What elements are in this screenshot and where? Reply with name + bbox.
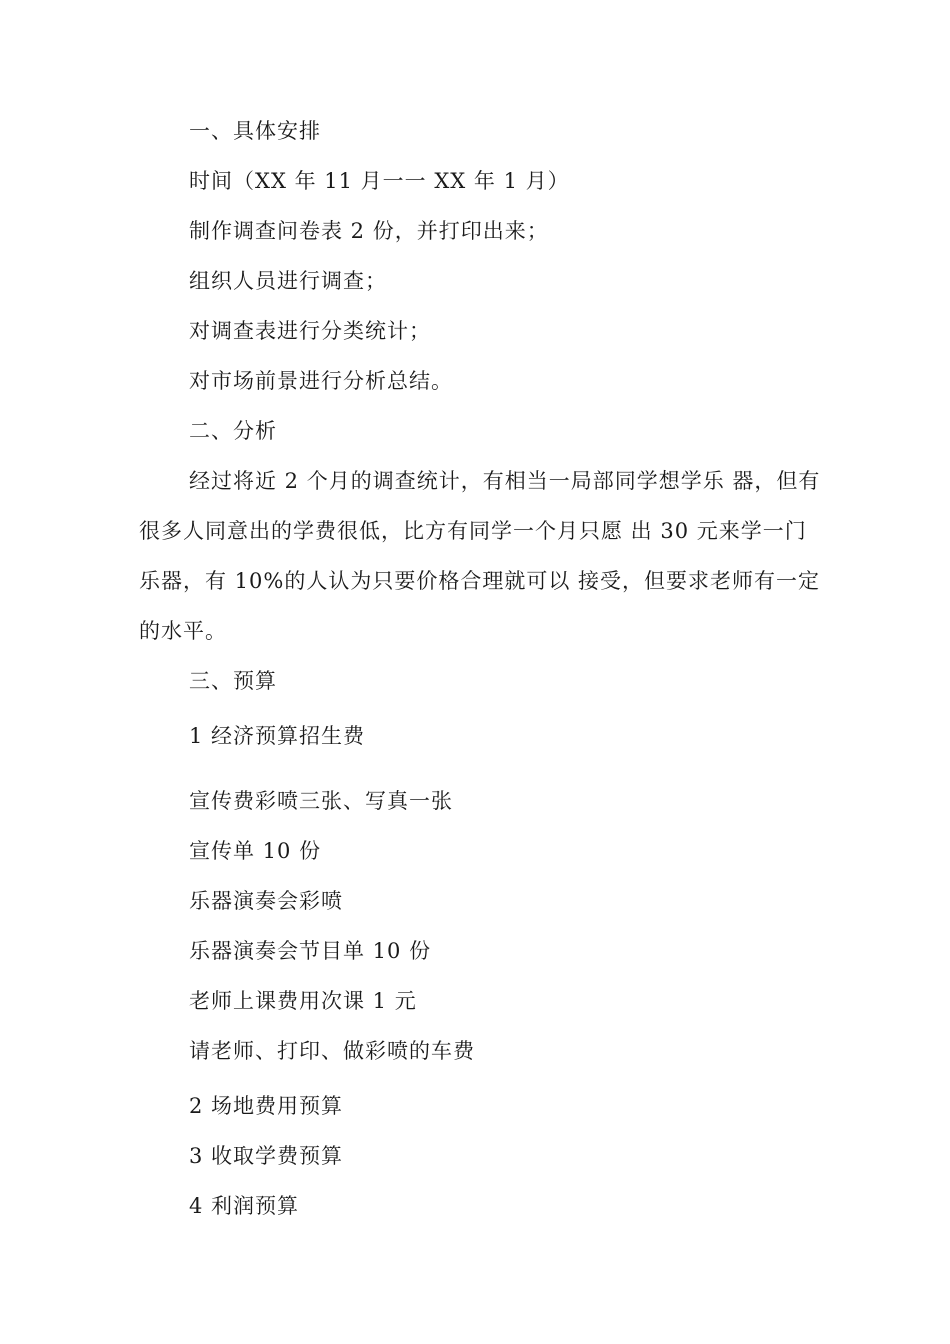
budget-item-concert-print: 乐器演奏会彩喷 [189,889,343,913]
arrangement-item-questionnaire: 制作调查问卷表 2 份，并打印出来； [189,219,549,243]
arrangement-item-summary: 对市场前景进行分析总结。 [189,369,453,393]
budget-sub-venue: 2 场地费用预算 [189,1094,344,1118]
analysis-paragraph-line: 乐器，有 10%的人认为只要价格合理就可以 接受，但要求老师有一定 [139,569,821,593]
analysis-paragraph-line: 的水平。 [139,619,227,643]
budget-item-teacher-fee: 老师上课费用次课 1 元 [189,989,417,1013]
budget-sub-tuition: 3 收取学费预算 [189,1144,344,1168]
analysis-paragraph-line: 经过将近 2 个月的调查统计，有相当一局部同学想学乐 器，但有 [189,469,821,493]
arrangement-item-survey: 组织人员进行调查； [189,269,387,293]
budget-item-travel: 请老师、打印、做彩喷的车费 [189,1039,475,1063]
budget-item-concert-program: 乐器演奏会节目单 10 份 [189,939,432,963]
budget-item-promo-print: 宣传费彩喷三张、写真一张 [189,789,453,813]
section-heading-arrangement: 一、具体安排 [189,119,321,143]
arrangement-item-statistics: 对调查表进行分类统计； [189,319,431,343]
budget-item-flyers: 宣传单 10 份 [189,839,322,863]
section-heading-budget: 三、预算 [189,669,277,693]
analysis-paragraph-line: 很多人同意出的学费很低，比方有同学一个月只愿 出 30 元来学一门 [139,519,807,543]
section-heading-analysis: 二、分析 [189,419,277,443]
arrangement-item-time: 时间（XX 年 11 月一一 XX 年 1 月） [189,169,570,193]
budget-sub-profit: 4 利润预算 [189,1194,300,1218]
budget-sub-economic: 1 经济预算招生费 [189,724,366,748]
